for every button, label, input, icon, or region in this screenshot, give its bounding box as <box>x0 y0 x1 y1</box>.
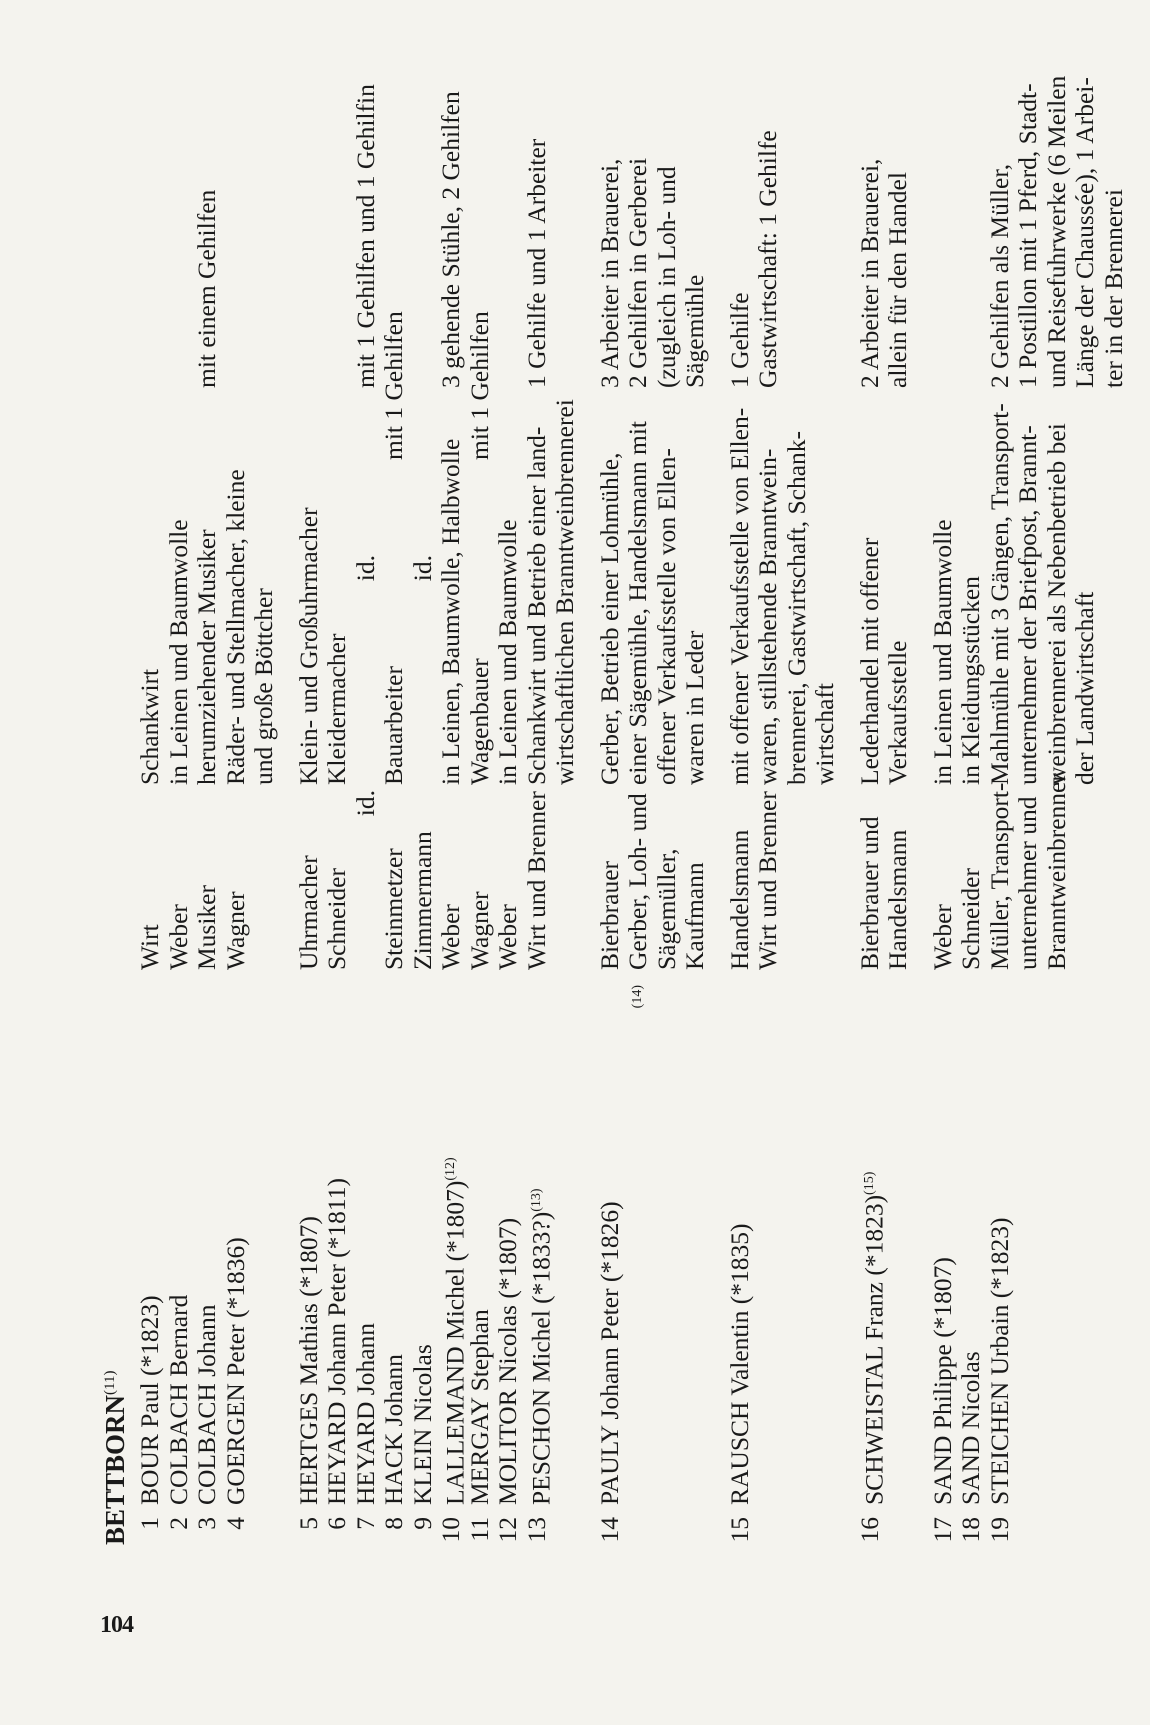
entry-occupation-line: Sägemüller, <box>651 848 681 970</box>
table-row <box>523 75 580 1545</box>
entry-occupation-line: Wagner <box>464 891 494 970</box>
entry-helpers <box>986 68 1129 388</box>
entry-occupation <box>136 790 165 970</box>
entry-name <box>929 930 958 1505</box>
entry-occupation <box>165 790 194 970</box>
entry-detail <box>295 385 324 785</box>
entry-detail <box>523 385 580 785</box>
entry-detail-line: waren in Leder <box>680 630 709 785</box>
entry-given-name: Peter (*1836) <box>220 1237 250 1384</box>
entry-detail-line: Wagenbauer <box>464 658 494 785</box>
table-row <box>494 75 523 1545</box>
entry-surname: LALLEMAND <box>440 1346 470 1505</box>
entry-occupation <box>409 790 438 970</box>
entry-list <box>136 75 1128 1545</box>
entry-surname: SCHWEISTAL <box>859 1346 888 1505</box>
entry-helpers-line: mit 1 Gehilfen <box>464 311 494 460</box>
entry-occupation-line: Handelsmann <box>724 829 754 970</box>
rotated-table <box>100 75 1128 1545</box>
entry-helpers-line: 1 Postillon mit 1 Pferd, Stadt- <box>1013 83 1042 388</box>
table-row <box>136 75 165 1545</box>
entry-occupation <box>856 790 913 970</box>
entry-number: 4 <box>220 1517 250 1530</box>
entry-detail-line: Mahlmühle mit 3 Gängen, Transport- <box>984 403 1014 785</box>
entry-occupation-line: Uhrmacher <box>293 855 323 970</box>
entry-helpers-line: 2 Arbeiter in Brauerei, <box>854 158 884 388</box>
entry-surname: PESCHON <box>526 1388 555 1505</box>
entry-detail <box>986 385 1100 785</box>
entry-number: 10 <box>436 1517 465 1543</box>
entry-surname: STEICHEN <box>984 1381 1014 1505</box>
entry-helpers-line: mit 1 Gehilfen <box>379 311 408 460</box>
entry-given-name: Johann <box>192 1304 221 1384</box>
entry-helpers-line: 2 Gehilfen in Gerberei <box>623 157 652 388</box>
entry-occupation <box>494 790 523 970</box>
entry-occupation <box>984 773 1072 970</box>
entry-detail-line: Klein- und Großuhrmacher <box>293 507 323 785</box>
entry-detail-line: id. <box>350 555 380 582</box>
entry-detail <box>596 385 710 785</box>
table-row <box>466 75 495 1545</box>
entry-given-name: Franz (*1823) <box>859 1194 888 1347</box>
entry-surname: SAND <box>927 1435 957 1505</box>
entry-given-name: Philippe (*1807) <box>927 1257 957 1436</box>
entry-helpers-line: Sägemühle <box>680 274 709 388</box>
entry-detail <box>856 385 913 785</box>
entry-helpers-line: allein für den Handel <box>883 172 912 388</box>
table-row <box>929 75 958 1545</box>
entry-number: 17 <box>927 1517 957 1543</box>
entry-surname: HEYARD <box>350 1401 380 1505</box>
entry-footnote: (13) <box>528 1188 544 1212</box>
entry-given-name: Nicolas <box>956 1351 985 1436</box>
entry-detail-line: Gerber, Betrieb einer Lohmühle, <box>594 452 624 785</box>
entry-surname: SAND <box>956 1435 985 1505</box>
entry-surname: MERGAY <box>464 1397 494 1505</box>
entry-detail <box>136 385 165 785</box>
entry-detail-line: in Leinen und Baumwolle <box>493 519 522 785</box>
entry-helpers-line: und Reisefuhrwerke (6 Meilen <box>1041 75 1071 388</box>
entry-occupation-line: Weber <box>493 904 522 970</box>
entry-occupation-line: Weber <box>163 904 193 970</box>
entry-detail <box>352 555 381 785</box>
entry-occupation-line: Wirt und Brenner <box>753 791 782 970</box>
entry-detail-line: in Leinen und Baumwolle <box>163 519 193 785</box>
entry-number: 3 <box>192 1517 221 1530</box>
entry-helpers-line: 3 gehende Stühle, 2 Gehilfen <box>436 91 465 388</box>
entry-name <box>957 930 986 1505</box>
table-row <box>193 75 222 1545</box>
entry-occupation <box>466 790 495 970</box>
entry-detail-line: Räder- und Stellmacher, kleine <box>220 469 250 785</box>
entry-given-name: Mathias (*1807) <box>293 1216 323 1392</box>
entry-helpers <box>523 68 552 388</box>
entry-occupation <box>222 790 251 970</box>
entry-occupation-line: Wirt und Brenner <box>521 791 551 970</box>
entry-given-name: Paul (*1823) <box>135 1295 164 1435</box>
entry-name <box>352 930 381 1505</box>
entry-occupation <box>596 790 710 970</box>
entry-occupation-line: Weber <box>927 904 957 970</box>
entry-given-name: Johann <box>350 1322 380 1402</box>
entry-detail <box>726 385 840 785</box>
entry-given-name: Bernard <box>163 1294 193 1384</box>
entry-number: 16 <box>854 1517 884 1543</box>
entry-occupation <box>193 790 222 970</box>
entry-occupation <box>523 790 552 970</box>
entry-detail <box>165 385 194 785</box>
entry-occupation-line: Handelsmann <box>883 829 912 970</box>
entry-detail-line: Schankwirt <box>135 668 164 785</box>
table-row <box>322 75 380 1545</box>
entry-occupation-line: Wirt <box>135 924 164 970</box>
table-row <box>957 75 986 1545</box>
entry-detail-line: Verkaufsstelle <box>883 640 912 785</box>
entry-helpers-line: Gastwirtschaft: 1 Gehilfe <box>753 130 782 388</box>
entry-name <box>409 930 438 1505</box>
entry-helpers-line: ter in der Brennerei <box>1098 189 1128 388</box>
entry-occupation-line: id. <box>350 790 380 817</box>
entry-surname: PAULY <box>594 1425 624 1505</box>
entry-detail-line: brennerei, Gastwirtschaft, Schank- <box>781 430 811 785</box>
entry-helpers-line: 3 Arbeiter in Brauerei, <box>594 158 624 388</box>
section-footnote: (11) <box>102 1370 118 1395</box>
entry-helpers <box>726 68 783 388</box>
entry-given-name: Nicolas <box>407 1344 437 1429</box>
entry-occupation-line: Steinmetzer <box>379 848 408 970</box>
entry-helpers-line: Länge der Chaussée), 1 Arbei- <box>1070 77 1099 388</box>
entry-given-name: Johann Peter (*1811) <box>322 1178 351 1402</box>
entry-number: 5 <box>293 1517 323 1530</box>
entry-surname: BOUR <box>135 1434 164 1505</box>
entry-detail-line: Kleidermacher <box>322 633 351 785</box>
table-row <box>726 75 840 1545</box>
entry-detail-line: einer Sägemühle, Handelsmann mit <box>623 421 652 785</box>
entry-given-name: Johann Peter (*1826) <box>594 1201 624 1426</box>
entry-detail <box>409 555 438 785</box>
entry-detail-line: id. <box>407 555 437 582</box>
entry-occupation-line: Schneider <box>322 868 351 970</box>
entry-detail-line: Bauarbeiter <box>379 666 408 785</box>
entry-name <box>165 930 194 1505</box>
entry-footnote: (15) <box>861 1171 877 1195</box>
table-row <box>222 75 279 1545</box>
entry-helpers-line: (zugleich in Loh- und <box>651 166 681 388</box>
entry-helpers <box>437 68 466 388</box>
entry-name <box>986 930 1015 1505</box>
entry-detail-line: wirtschaft <box>810 683 839 785</box>
entry-given-name: Nicolas (*1807) <box>493 1217 522 1390</box>
entry-occupation-line: Kaufmann <box>680 862 709 970</box>
section-heading <box>100 1371 134 1545</box>
entry-number: 8 <box>379 1517 408 1530</box>
entry-helpers-line: mit 1 Gehilfen und 1 Gehilfin <box>350 84 380 388</box>
table-row <box>986 75 1129 1545</box>
entry-surname: HEYARD <box>322 1401 351 1505</box>
entry-detail <box>193 385 222 785</box>
entry-name <box>726 930 755 1505</box>
table-row <box>596 75 710 1545</box>
entry-name <box>193 930 222 1505</box>
entry-name <box>523 930 556 1505</box>
table-row <box>856 75 913 1545</box>
entry-occupation-line: Gerber, Loh- und <box>623 793 652 970</box>
entry-occupation <box>295 790 324 970</box>
entry-name <box>594 930 645 1505</box>
entry-helpers <box>466 140 495 460</box>
entry-detail-line: wirtschaftlichen Branntweinbrennerei <box>550 399 579 785</box>
entry-detail <box>437 385 466 785</box>
entry-detail-line: herumziehender Musiker <box>192 529 221 785</box>
entry-number: 14 <box>594 1517 624 1543</box>
entry-occupation <box>352 790 381 970</box>
entry-given-name: Valentin (*1835) <box>724 1223 754 1402</box>
entry-number: 15 <box>724 1517 754 1543</box>
entry-surname: COLBACH <box>192 1383 221 1505</box>
entry-number: 6 <box>322 1517 351 1530</box>
table-row <box>409 75 438 1545</box>
entry-surname: HERTGES <box>293 1391 323 1505</box>
table-row <box>295 75 324 1545</box>
entry-detail-line: waren, stillstehende Branntwein- <box>753 448 782 785</box>
entry-detail-line: in Leinen und Baumwolle <box>927 519 957 785</box>
entry-helpers <box>596 68 710 388</box>
entry-name <box>466 930 495 1505</box>
entry-surname: COLBACH <box>163 1383 193 1505</box>
entry-number: 2 <box>163 1517 193 1530</box>
entry-given-name: Stephan <box>464 1309 494 1398</box>
entry-name <box>323 930 352 1505</box>
entry-name <box>856 930 889 1505</box>
entry-occupation <box>929 790 958 970</box>
page-number: 104 <box>100 1612 133 1638</box>
entry-number: 7 <box>350 1517 380 1530</box>
entry-occupation <box>323 790 352 970</box>
entry-surname: MOLITOR <box>493 1389 522 1505</box>
entry-detail <box>929 385 958 785</box>
entry-footnote: (14) <box>630 985 645 1009</box>
entry-detail-line: Schankwirt und Betrieb einer land- <box>521 426 551 785</box>
section-title: BETTBORN <box>100 1394 130 1545</box>
entry-detail-line: und große Böttcher <box>249 588 278 785</box>
table-row <box>380 75 409 1545</box>
entry-detail-line: in Leinen, Baumwolle, Halbwolle <box>436 438 465 785</box>
entry-occupation <box>380 790 409 970</box>
entry-detail-line: mit offener Verkaufsstelle von Ellen- <box>724 407 754 785</box>
entry-given-name: Johann <box>379 1354 408 1433</box>
entry-detail <box>222 385 279 785</box>
entry-occupation <box>726 790 783 970</box>
entry-detail <box>323 385 352 785</box>
entry-detail-line: in Kleidungsstücken <box>956 576 985 785</box>
entry-helpers <box>380 140 409 460</box>
entry-occupation-line: Wagner <box>220 891 250 970</box>
entry-occupation-line: Musiker <box>192 885 221 970</box>
entry-occupation-line: Bierbrauer und <box>854 816 884 970</box>
table-row <box>352 75 381 1545</box>
entry-detail-line: der Landwirtschaft <box>1070 591 1099 785</box>
entry-surname: HACK <box>379 1432 408 1505</box>
entry-detail-line: Lederhandel mit offener <box>854 537 884 785</box>
entry-detail-line: weinbrennerei als Nebenbetrieb bei <box>1041 423 1071 785</box>
entry-number: 12 <box>493 1517 522 1543</box>
entry-given-name: Michel (*1833?) <box>526 1211 555 1389</box>
entry-name <box>222 930 251 1505</box>
entry-occupation-line: Branntweinbrenner <box>1041 773 1071 970</box>
entry-occupation-line: Zimmermann <box>407 831 437 970</box>
entry-given-name: Michel (*1807) <box>440 1180 470 1347</box>
entry-helpers-line: 1 Gehilfe und 1 Arbeiter <box>521 138 551 388</box>
entry-name <box>136 930 165 1505</box>
entry-surname: GOERGEN <box>220 1383 250 1505</box>
entry-occupation-line: Weber <box>436 904 465 970</box>
entry-occupation-line: Müller, Transport- <box>984 782 1014 970</box>
entry-name <box>494 930 523 1505</box>
entry-detail-line: unternehmer der Briefpost, Brannt- <box>1013 425 1042 785</box>
entry-helpers-line: 1 Gehilfe <box>724 292 754 388</box>
entry-name <box>380 930 409 1505</box>
entry-number: 9 <box>407 1517 437 1530</box>
table-row <box>436 75 470 1545</box>
entry-detail <box>494 385 523 785</box>
entry-footnote: (12) <box>443 1157 458 1181</box>
entry-given-name: Urbain (*1823) <box>984 1217 1014 1382</box>
entry-detail-line: offener Verkaufsstelle von Ellen- <box>651 448 681 785</box>
entry-surname: RAUSCH <box>724 1401 754 1505</box>
entry-number: 11 <box>464 1517 494 1542</box>
entry-number: 1 <box>135 1517 164 1530</box>
entry-number: 19 <box>984 1517 1014 1543</box>
entry-number: 13 <box>521 1517 551 1543</box>
entry-name <box>295 930 324 1505</box>
entry-helpers-line: 2 Gehilfen als Müller, <box>984 163 1014 388</box>
entry-occupation-line: unternehmer und <box>1013 796 1042 970</box>
entry-number: 18 <box>956 1517 985 1543</box>
entry-occupation <box>957 790 986 970</box>
entry-occupation-line: Schneider <box>956 868 985 970</box>
entry-helpers-line: mit einem Gehilfen <box>192 189 221 388</box>
entry-detail <box>957 385 986 785</box>
entry-surname: KLEIN <box>407 1428 437 1505</box>
entry-occupation-line: Bierbrauer <box>594 860 624 970</box>
entry-occupation <box>437 790 466 970</box>
entry-helpers <box>856 68 913 388</box>
